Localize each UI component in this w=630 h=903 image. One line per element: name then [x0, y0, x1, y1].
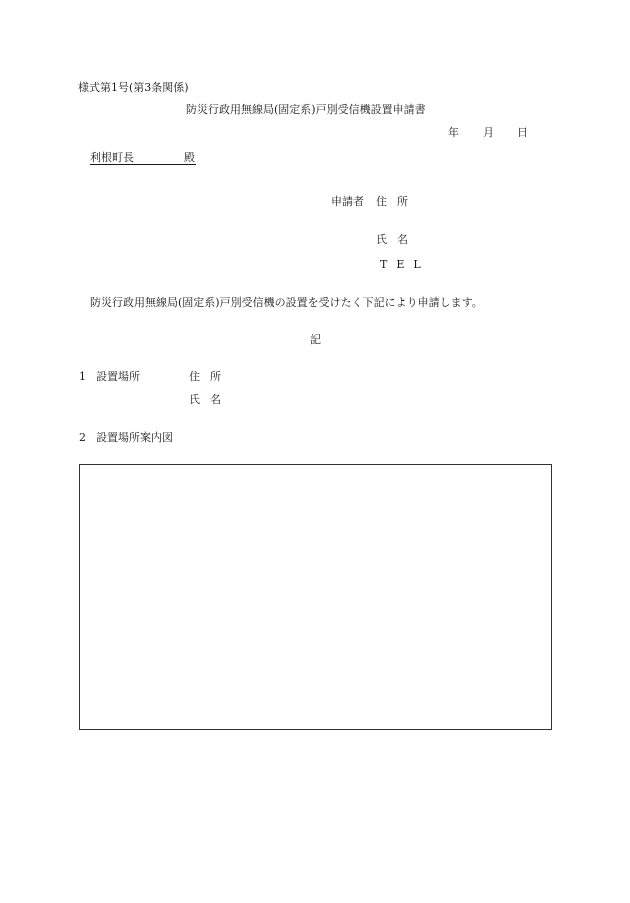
date-year-label: 年	[448, 126, 459, 139]
applicant-address-label: 住所	[376, 195, 418, 208]
item-label-installation-location: 設置場所	[96, 370, 140, 383]
location-map-box[interactable]	[79, 464, 552, 730]
item-number-2: 2	[79, 431, 86, 444]
form-number-label: 様式第1号(第3条関係)	[78, 81, 189, 94]
addressee-name: 利根町長	[90, 151, 134, 164]
ki-heading: 記	[310, 333, 321, 346]
applicant-label: 申請者	[331, 195, 364, 208]
item-label-location-map: 設置場所案内図	[96, 431, 173, 444]
addressee-line	[90, 152, 196, 165]
applicant-tel-label: TEL	[380, 258, 430, 271]
applicant-name-label: 氏名	[376, 233, 418, 246]
request-statement: 防災行政用無線局(固定系)戸別受信機の設置を受けたく下記により申請します。	[90, 296, 483, 309]
installation-name-label: 氏名	[189, 393, 231, 406]
item-number-1: 1	[79, 370, 86, 383]
addressee-honorific: 殿	[184, 151, 195, 164]
installation-address-label: 住所	[189, 370, 231, 383]
date-month-label: 月	[483, 126, 494, 139]
date-day-label: 日	[517, 126, 528, 139]
document-title: 防災行政用無線局(固定系)戸別受信機設置申請書	[186, 103, 426, 116]
